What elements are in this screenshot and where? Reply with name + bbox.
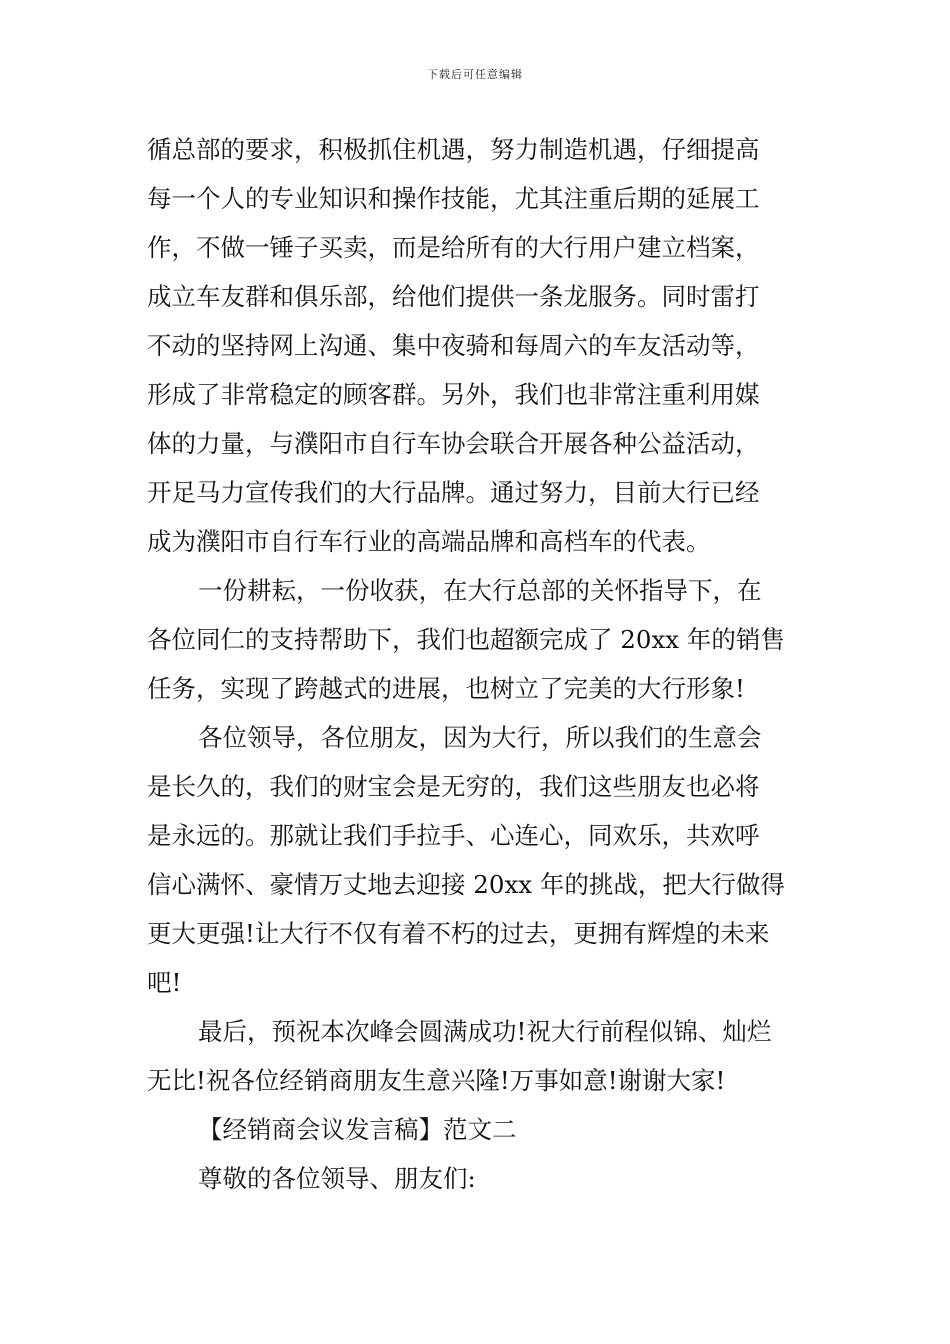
text-line: 尊敬的各位领导、朋友们:	[198, 1164, 476, 1193]
text-line: 成立车友群和俱乐部，给他们提供一条龙服务。同时雷打	[147, 282, 760, 311]
text-line: 各位同仁的支持帮助下，我们也超额完成了 20xx 年的销售	[147, 625, 785, 654]
text-line: 是长久的，我们的财宝会是无穷的，我们这些朋友也必将	[147, 772, 760, 801]
text-line: 每一个人的专业知识和操作技能，尤其注重后期的延展工	[147, 184, 760, 213]
text-line: 信心满怀、豪情万丈地去迎接 20xx 年的挑战，把大行做得	[147, 870, 785, 899]
text-line: 任务，实现了跨越式的进展，也树立了完美的大行形象!	[147, 674, 745, 703]
text-line: 无比!祝各位经销商朋友生意兴隆!万事如意!谢谢大家!	[147, 1066, 726, 1095]
text-line: 各位领导，各位朋友，因为大行，所以我们的生意会	[198, 723, 762, 752]
text-line: 形成了非常稳定的顾客群。另外，我们也非常注重利用媒	[147, 380, 760, 409]
text-line: 一份耕耘，一份收获，在大行总部的关怀指导下，在	[198, 576, 762, 605]
text-line: 体的力量，与濮阳市自行车协会联合开展各种公益活动，	[147, 429, 760, 458]
text-line: 开足马力宣传我们的大行品牌。通过努力，目前大行已经	[147, 478, 760, 507]
text-line: 作，不做一锤子买卖，而是给所有的大行用户建立档案，	[147, 233, 760, 262]
text-line: 是永远的。那就让我们手拉手、心连心，同欢乐，共欢呼	[147, 821, 760, 850]
document-body	[147, 125, 809, 1203]
text-line: 【经销商会议发言稿】范文二	[198, 1115, 517, 1144]
text-line: 成为濮阳市自行车行业的高端品牌和高档车的代表。	[147, 527, 711, 556]
text-line: 吧!	[147, 968, 182, 997]
text-line: 不动的坚持网上沟通、集中夜骑和每周六的车友活动等，	[147, 331, 760, 360]
text-line: 更大更强!让大行不仅有着不朽的过去，更拥有辉煌的未来	[147, 919, 770, 948]
page-header: 下载后可任意编辑	[427, 68, 523, 81]
text-line: 最后，预祝本次峰会圆满成功!祝大行前程似锦、灿烂	[198, 1017, 772, 1046]
text-line: 循总部的要求，积极抓住机遇，努力制造机遇，仔细提高	[147, 135, 760, 164]
